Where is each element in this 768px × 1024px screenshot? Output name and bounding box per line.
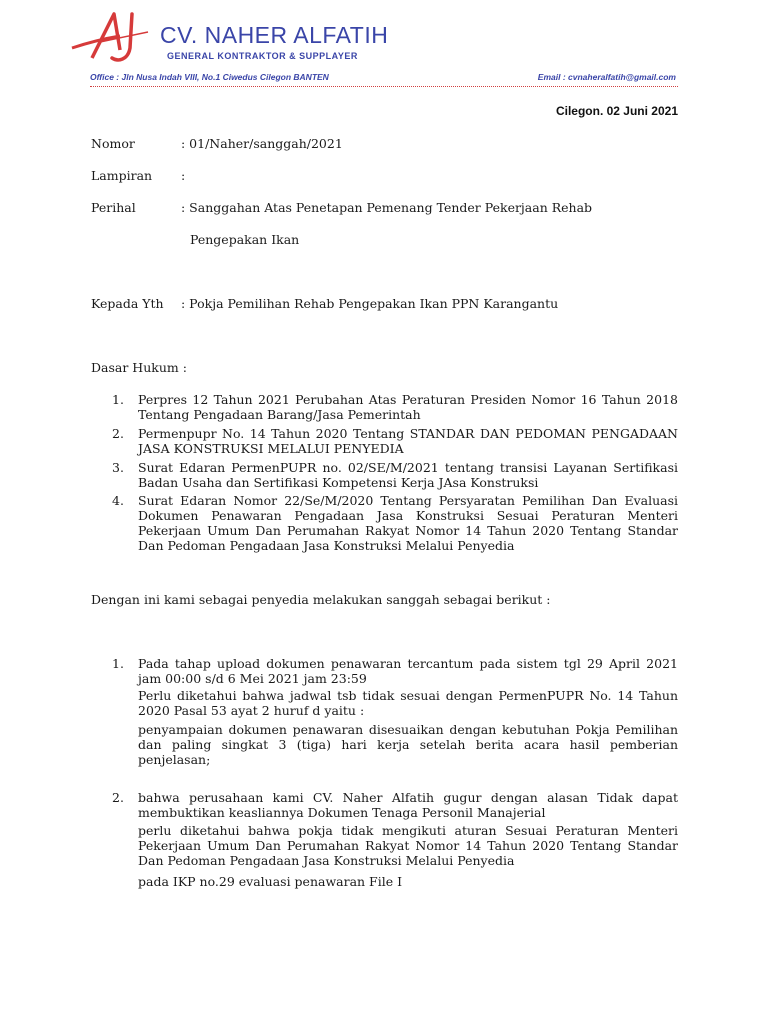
nomor-value: : 01/Naher/sanggah/2021 (181, 136, 343, 151)
company-tagline: GENERAL KONTRAKTOR & SUPPLAYER (167, 51, 358, 61)
letterhead-divider (90, 86, 678, 87)
company-logo (70, 8, 160, 64)
list-item: Perpres 12 Tahun 2021 Perubahan Atas Peraturan Presiden Nomor 16 Tahun 2018 Tentang Pengadaan Barang/Jasa Pemerintah (138, 392, 678, 422)
sanggah-item-1-para-1: Pada tahap upload dokumen penawaran tercantum pada sistem tgl 29 April 2021 jam 00:00 s/d 6 Mei 2021 jam 23:59 (138, 656, 678, 686)
sanggah-item-2-para-1: bahwa perusahaan kami CV. Naher Alfatih gugur dengan alasan Tidak dapat membuktikan keasliannya Dokumen Tenaga Personil Manajerial (138, 790, 678, 820)
company-email: Email : cvnaheralfatih@gmail.com (537, 72, 676, 82)
sanggah-item-number: 1. (112, 656, 124, 671)
sanggah-item-1-para-2: Perlu diketahui bahwa jadwal tsb tidak sesuai dengan PermenPUPR No. 14 Tahun 2020 Pasal 53 ayat 2 huruf d yaitu : (138, 688, 678, 718)
kepada-value: : Pokja Pemilihan Rehab Pengepakan Ikan PPN Karangantu (181, 296, 559, 311)
lampiran-label: Lampiran (91, 168, 153, 183)
letter-date: Cilegon. 02 Juni 2021 (555, 104, 678, 118)
company-name: CV. NAHER ALFATIH (160, 22, 389, 48)
list-item: Surat Edaran PermenPUPR no. 02/SE/M/2021 tentang transisi Layanan Sertifikasi Badan Usaha dan Sertifikasi Kompetensi Kerja JAsa Konstruksi (138, 460, 678, 490)
sanggah-item-1-para-3: penyampaian dokumen penawaran disesuaikan dengan kebutuhan Pokja Pemilihan dan paling singkat 3 (tiga) hari kerja setelah berita acara hasil pemberian penjelasan; (138, 722, 678, 767)
list-item: Surat Edaran Nomor 22/Se/M/2020 Tentang Persyaratan Pemilihan Dan Evaluasi Dokumen Penawaran Pengadaan Jasa Konstruksi Sesuai Peraturan Menteri Pekerjaan Umum Dan Perumahan Rakyat Nomor 14 Tahun 2020 Tentang Standar Dan Pedoman Pengadaan Jasa Konstruksi Melalui Penyedia (138, 493, 678, 553)
list-item-number: 2. (112, 426, 124, 441)
sanggah-item-2-para-3: pada IKP no.29 evaluasi penawaran File I (138, 874, 403, 889)
list-item-number: 3. (112, 460, 124, 475)
nomor-label: Nomor (91, 136, 135, 151)
perihal-label: Perihal (91, 200, 136, 215)
perihal-value-continued: Pengepakan Ikan (190, 232, 300, 247)
sanggah-intro: Dengan ini kami sebagai penyedia melakukan sanggah sebagai berikut : (91, 592, 551, 607)
list-item: Permenpupr No. 14 Tahun 2020 Tentang STANDAR DAN PEDOMAN PENGADAAN JASA KONSTRUKSI MELALUI PENYEDIA (138, 426, 678, 456)
office-address: Office : Jln Nusa Indah VIII, No.1 Ciwedus Cilegon BANTEN (90, 72, 329, 82)
kepada-label: Kepada Yth (91, 296, 164, 311)
sanggah-item-2-para-2: perlu diketahui bahwa pokja tidak mengikuti aturan Sesuai Peraturan Menteri Pekerjaan Umum Dan Perumahan Rakyat Nomor 14 Tahun 2020 Tentang Standar Dan Pedoman Pengadaan Jasa Konstruksi Melalui Penyedia (138, 823, 678, 868)
lampiran-value: : (181, 168, 186, 183)
list-item-number: 1. (112, 392, 124, 407)
list-item-number: 4. (112, 493, 124, 508)
dasar-hukum-heading: Dasar Hukum : (91, 360, 187, 375)
perihal-value: : Sanggahan Atas Penetapan Pemenang Tender Pekerjaan Rehab (181, 200, 593, 215)
sanggah-item-number: 2. (112, 790, 124, 805)
